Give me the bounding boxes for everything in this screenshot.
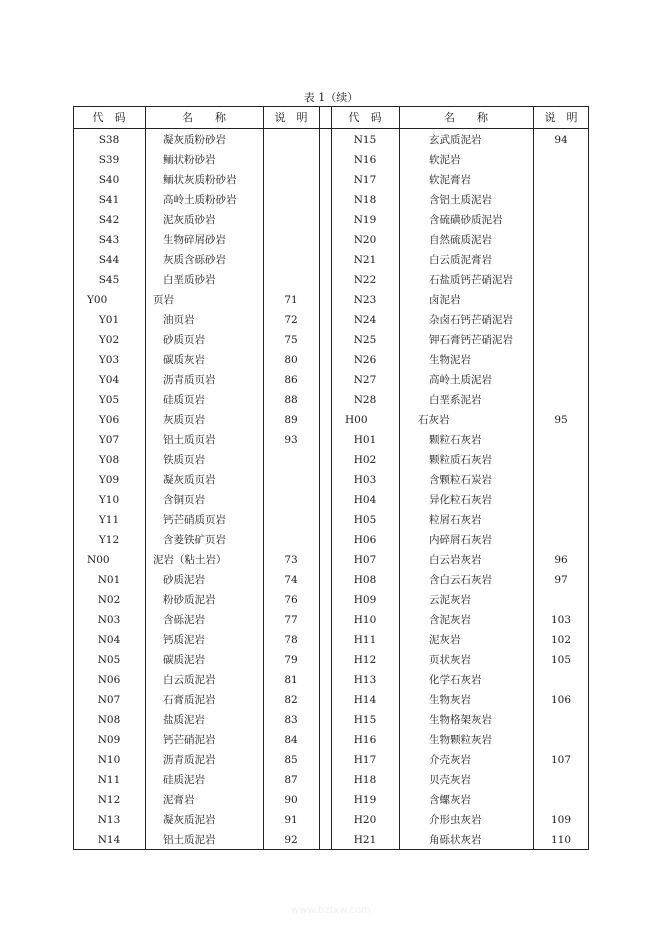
header-code-right: 代 码 <box>348 111 382 124</box>
row-name: 泥灰质砂岩 <box>163 214 216 226</box>
row-name: 砂质页岩 <box>163 334 205 346</box>
row-note <box>533 510 589 530</box>
row-name: 杂卤石钙芒硝泥岩 <box>429 314 513 326</box>
row-note <box>263 210 319 230</box>
row-code: Y01 <box>98 314 120 326</box>
row-note: 103 <box>550 614 572 626</box>
row-code: N18 <box>353 194 377 206</box>
row-name: 软泥膏岩 <box>429 174 471 186</box>
row-note <box>263 490 319 510</box>
row-note <box>533 670 589 690</box>
row-name: 云泥灰岩 <box>429 594 471 606</box>
row-name: 页状灰岩 <box>429 654 471 666</box>
row-name: 灰质含砾砂岩 <box>163 254 226 266</box>
row-name: 铁质页岩 <box>163 454 205 466</box>
row-name: 白云质泥膏岩 <box>429 254 492 266</box>
row-code: N09 <box>97 734 121 746</box>
row-name: 化学石灰岩 <box>429 674 482 686</box>
row-name: 沥青质页岩 <box>163 374 216 386</box>
row-note <box>533 210 589 230</box>
row-name: 含白云石灰岩 <box>429 574 492 586</box>
row-note <box>263 130 319 150</box>
row-note: 76 <box>284 594 298 606</box>
row-name: 颗粒石灰岩 <box>429 434 482 446</box>
row-name: 石盐质钙芒硝泥岩 <box>429 274 513 286</box>
row-name: 高岭土质泥岩 <box>429 374 492 386</box>
row-name: 凝灰质泥岩 <box>163 814 216 826</box>
row-note: 102 <box>550 634 572 646</box>
row-code: H17 <box>353 754 377 766</box>
row-name: 凝灰质页岩 <box>163 474 216 486</box>
row-note <box>533 350 589 370</box>
row-code: N20 <box>353 234 377 246</box>
row-note: 83 <box>284 714 298 726</box>
row-name: 介形虫灰岩 <box>429 814 482 826</box>
row-code: H19 <box>353 794 377 806</box>
row-name: 自然硫质泥岩 <box>429 234 492 246</box>
column-rule <box>399 106 400 850</box>
row-name: 含砾泥岩 <box>163 614 205 626</box>
row-note: 107 <box>550 754 572 766</box>
row-name: 含硫磺砂质泥岩 <box>429 214 503 226</box>
row-code: H12 <box>353 654 377 666</box>
row-code: N21 <box>353 254 377 266</box>
row-note <box>533 270 589 290</box>
row-note <box>533 330 589 350</box>
row-code: N10 <box>97 754 121 766</box>
header-code-left: 代 码 <box>92 111 126 124</box>
row-code: S41 <box>98 194 120 206</box>
row-code: Y11 <box>98 514 120 526</box>
row-note <box>533 790 589 810</box>
row-code: H18 <box>353 774 377 786</box>
row-name: 贝壳灰岩 <box>429 774 471 786</box>
row-name: 颗粒质石灰岩 <box>429 454 492 466</box>
row-note: 85 <box>284 754 298 766</box>
row-code: N23 <box>353 294 377 306</box>
row-note <box>533 590 589 610</box>
row-note: 92 <box>284 834 298 846</box>
row-name: 泥膏岩 <box>163 794 195 806</box>
row-note <box>263 230 319 250</box>
row-note: 82 <box>284 694 298 706</box>
row-name: 石膏质泥岩 <box>163 694 216 706</box>
row-code: N15 <box>353 134 377 146</box>
row-note <box>533 730 589 750</box>
row-code: N28 <box>353 394 377 406</box>
row-code: S45 <box>98 274 120 286</box>
row-note <box>263 470 319 490</box>
row-note: 74 <box>284 574 298 586</box>
row-name: 白垩质砂岩 <box>163 274 216 286</box>
row-code: H03 <box>353 474 377 486</box>
row-name: 含铝土质泥岩 <box>429 194 492 206</box>
row-note: 106 <box>550 694 572 706</box>
row-note <box>533 430 589 450</box>
row-note <box>263 150 319 170</box>
row-code: H04 <box>353 494 377 506</box>
row-code: H15 <box>353 714 377 726</box>
row-code: H07 <box>353 554 377 566</box>
row-name: 生物颗粒灰岩 <box>429 734 492 746</box>
row-code: H16 <box>353 734 377 746</box>
row-note <box>533 230 589 250</box>
row-code: H05 <box>353 514 377 526</box>
row-code: N06 <box>97 674 121 686</box>
row-note: 94 <box>554 134 568 146</box>
row-code: Y09 <box>98 474 120 486</box>
row-code: H20 <box>353 814 377 826</box>
row-code: Y03 <box>98 354 120 366</box>
row-note <box>263 250 319 270</box>
row-note: 89 <box>284 414 298 426</box>
row-name: 含泥灰岩 <box>429 614 471 626</box>
row-code: Y12 <box>98 534 120 546</box>
row-code: H09 <box>353 594 377 606</box>
row-note <box>533 310 589 330</box>
row-note: 72 <box>284 314 298 326</box>
row-note <box>533 170 589 190</box>
row-name: 石灰岩 <box>418 414 450 426</box>
row-code: N14 <box>97 834 121 846</box>
row-name: 粒屑石灰岩 <box>429 514 482 526</box>
row-code: N12 <box>97 794 121 806</box>
row-code: H08 <box>353 574 377 586</box>
row-name: 异化粒石灰岩 <box>429 494 492 506</box>
row-code: Y08 <box>98 454 120 466</box>
row-note <box>533 450 589 470</box>
row-note <box>263 190 319 210</box>
row-code: H10 <box>353 614 377 626</box>
row-name: 泥灰岩 <box>429 634 461 646</box>
row-name: 铝土质页岩 <box>163 434 216 446</box>
row-note <box>533 530 589 550</box>
row-name: 含螺灰岩 <box>429 794 471 806</box>
row-note <box>263 450 319 470</box>
row-note: 73 <box>284 554 298 566</box>
row-name: 生物碎屑砂岩 <box>163 234 226 246</box>
row-note: 80 <box>284 354 298 366</box>
row-code: N27 <box>353 374 377 386</box>
row-note: 96 <box>554 554 568 566</box>
row-note: 75 <box>284 334 298 346</box>
row-note <box>533 150 589 170</box>
row-note <box>263 170 319 190</box>
row-code: S38 <box>98 134 120 146</box>
row-name: 钙质泥岩 <box>163 634 205 646</box>
row-name: 鲕状粉砂岩 <box>163 154 216 166</box>
row-name: 钾石膏钙芒硝泥岩 <box>429 334 513 346</box>
row-note: 71 <box>284 294 298 306</box>
row-name: 盐质泥岩 <box>163 714 205 726</box>
row-code: N01 <box>97 574 121 586</box>
row-code: N08 <box>97 714 121 726</box>
row-name: 鲕状灰质粉砂岩 <box>163 174 237 186</box>
row-name: 沥青质泥岩 <box>163 754 216 766</box>
row-name: 高岭土质粉砂岩 <box>163 194 237 206</box>
row-name: 泥岩（粘土岩） <box>153 554 227 566</box>
row-name: 碳质泥岩 <box>163 654 205 666</box>
row-code: N16 <box>353 154 377 166</box>
row-name: 卤泥岩 <box>429 294 461 306</box>
row-code: Y06 <box>98 414 120 426</box>
row-note <box>533 390 589 410</box>
row-note: 88 <box>284 394 298 406</box>
row-code: N19 <box>353 214 377 226</box>
row-name: 油页岩 <box>163 314 195 326</box>
row-code: N11 <box>97 774 121 786</box>
row-name: 含颗粒石炭岩 <box>429 474 492 486</box>
row-name: 生物格架灰岩 <box>429 714 492 726</box>
row-name: 软泥岩 <box>429 154 461 166</box>
row-name: 白云质泥岩 <box>163 674 216 686</box>
row-code: Y04 <box>98 374 120 386</box>
row-code: S42 <box>98 214 120 226</box>
row-note <box>533 290 589 310</box>
row-note <box>533 190 589 210</box>
row-code: S44 <box>98 254 120 266</box>
row-note: 79 <box>284 654 298 666</box>
row-name: 介壳灰岩 <box>429 754 471 766</box>
row-note: 93 <box>284 434 298 446</box>
row-note: 109 <box>550 814 572 826</box>
header-name-left: 名 称 <box>182 111 226 124</box>
row-note: 77 <box>284 614 298 626</box>
row-name: 玄武质泥岩 <box>429 134 482 146</box>
table-caption: 表 1（续） <box>303 91 359 104</box>
row-code: H02 <box>353 454 377 466</box>
row-code: Y00 <box>87 294 108 306</box>
row-note: 78 <box>284 634 298 646</box>
row-note <box>263 530 319 550</box>
row-name: 含菱铁矿页岩 <box>163 534 226 546</box>
row-code: H13 <box>353 674 377 686</box>
row-note: 81 <box>284 674 298 686</box>
row-code: S43 <box>98 234 120 246</box>
row-note: 110 <box>550 834 572 846</box>
row-note: 90 <box>284 794 298 806</box>
row-code: N24 <box>353 314 377 326</box>
row-note <box>533 370 589 390</box>
row-name: 页岩 <box>153 294 174 306</box>
row-code: Y07 <box>98 434 120 446</box>
row-note: 95 <box>554 414 568 426</box>
row-code: H00 <box>345 414 368 426</box>
row-code: Y10 <box>98 494 120 506</box>
row-code: N03 <box>97 614 121 626</box>
header-name-right: 名 称 <box>444 111 488 124</box>
row-note <box>533 470 589 490</box>
row-note: 87 <box>284 774 298 786</box>
row-note: 91 <box>284 814 298 826</box>
row-code: H21 <box>353 834 377 846</box>
row-code: N00 <box>87 554 110 566</box>
row-name: 灰质页岩 <box>163 414 205 426</box>
row-code: N26 <box>353 354 377 366</box>
row-name: 凝灰质粉砂岩 <box>163 134 226 146</box>
row-name: 硅质泥岩 <box>163 774 205 786</box>
row-note: 86 <box>284 374 298 386</box>
column-rule <box>145 106 146 850</box>
rock-code-table <box>73 106 589 850</box>
row-code: S39 <box>98 154 120 166</box>
row-name: 角砾状灰岩 <box>429 834 482 846</box>
row-name: 粉砂质泥岩 <box>163 594 216 606</box>
row-note <box>263 270 319 290</box>
row-note <box>533 770 589 790</box>
row-code: N22 <box>353 274 377 286</box>
row-name: 钙芒硝质页岩 <box>163 514 226 526</box>
row-note: 97 <box>554 574 568 586</box>
row-note <box>263 510 319 530</box>
row-code: N13 <box>97 814 121 826</box>
row-note <box>533 710 589 730</box>
row-name: 碳质灰岩 <box>163 354 205 366</box>
row-code: Y05 <box>98 394 120 406</box>
row-name: 白云岩灰岩 <box>429 554 482 566</box>
header-note-left: 说 明 <box>274 111 308 124</box>
row-name: 含铜页岩 <box>163 494 205 506</box>
row-code: N04 <box>97 634 121 646</box>
row-name: 硅质页岩 <box>163 394 205 406</box>
row-code: H11 <box>353 634 377 646</box>
row-name: 内碎屑石灰岩 <box>429 534 492 546</box>
row-code: H01 <box>353 434 377 446</box>
row-note <box>533 250 589 270</box>
header-note-right: 说 明 <box>544 111 578 124</box>
row-code: N02 <box>97 594 121 606</box>
row-code: S40 <box>98 174 120 186</box>
row-name: 铝土质泥岩 <box>163 834 216 846</box>
row-code: N07 <box>97 694 121 706</box>
row-code: N25 <box>353 334 377 346</box>
row-name: 生物泥岩 <box>429 354 471 366</box>
row-note <box>533 490 589 510</box>
row-code: Y02 <box>98 334 120 346</box>
row-name: 砂质泥岩 <box>163 574 205 586</box>
row-name: 钙芒硝泥岩 <box>163 734 216 746</box>
row-name: 白垩系泥岩 <box>429 394 482 406</box>
row-code: N05 <box>97 654 121 666</box>
row-code: H14 <box>353 694 377 706</box>
watermark: www.bzfxw.com <box>291 905 371 916</box>
row-code: H06 <box>353 534 377 546</box>
row-name: 生物灰岩 <box>429 694 471 706</box>
row-code: N17 <box>353 174 377 186</box>
row-note: 105 <box>550 654 572 666</box>
row-note: 84 <box>284 734 298 746</box>
